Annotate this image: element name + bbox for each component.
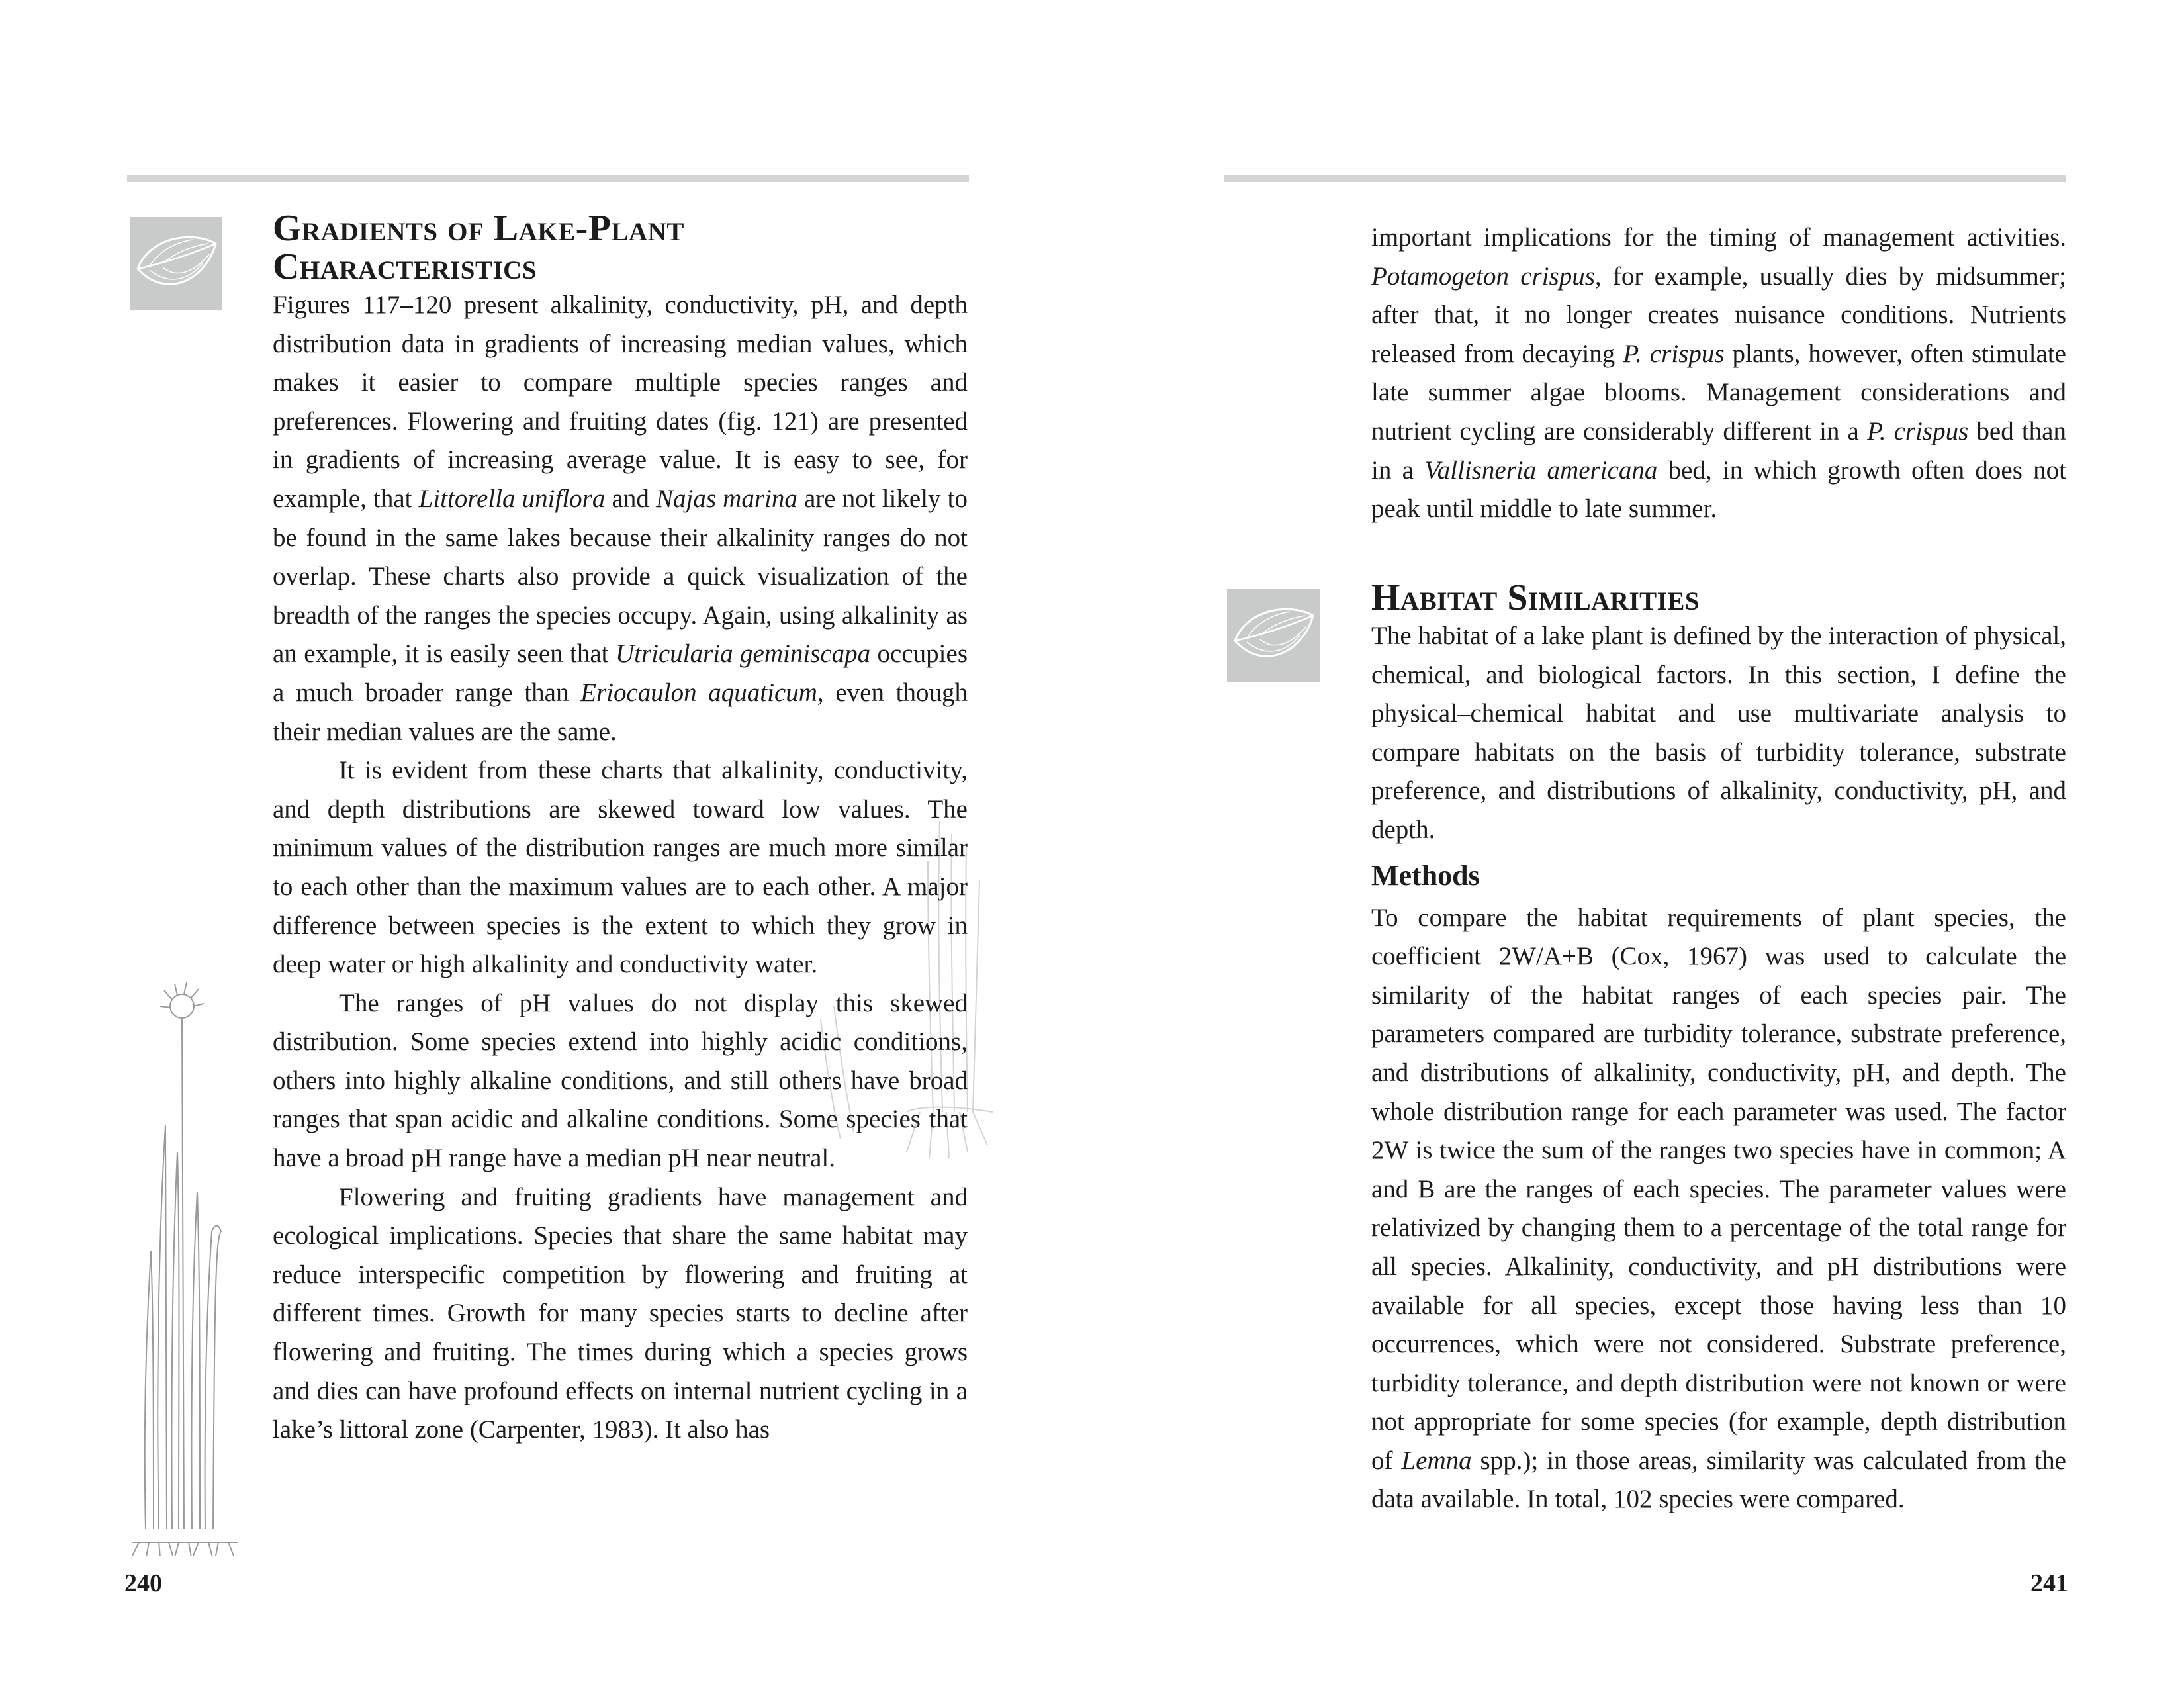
text-run: To compare the habitat requirements of plant species, the coefficient 2W/A+B (Cox, 1967) was used to calculate the similarity of the habitat ranges of each species pair. The parameters compared are turbidity tolerance, substrate preference, and distributions of alkalinity, conductivity, pH, and depth. The whole distribution range for each parameter was used. The factor 2W is twice the sum of the ranges two species have in common; A and B are the ranges of each species. The parameter values were relativized by changing them to a percentage of the total range for all species. Alkalinity, conductivity, and pH distributions were available for all species, except those having less than 10 occurrences, which were not considered. Substrate preference, turbidity tolerance, and depth distribution were not known or were not appropriate for some species (for example, depth distribution of [1371,903,2066,1475]
leaf-icon [130,217,222,310]
top-rule [127,175,969,182]
text-run: plants, however, often stimulate late summer algae blooms. Management considerations and nutrient cycling are considerably different in a [1371,339,2066,445]
leaf-icon [1227,589,1320,682]
species-name: Najas marina [655,484,797,513]
page-number: 241 [2030,1570,2068,1597]
text-run: bed, in which growth often does not peak until middle to late summer. [1371,455,2066,524]
paragraph: The ranges of pH values do not display this skewed distribution. Some species extend into highly acidic conditions, others into highly alkaline conditions, and still others have broad ranges that span acidic and alkaline conditions. Some species that have a broad pH range have a median pH near neutral. [273,988,968,1173]
text-run: and [605,484,656,513]
section-heading: Habitat Similarities [1371,577,1700,618]
right-text-column [1371,579,2066,1519]
text-run: spp.); in those areas, similarity was calculated from the data available. In total, 102 species were compared. [1371,1446,2066,1514]
species-name: P. crispus [1866,416,1969,445]
heading-line-1: Gradients of Lake-Plant [273,208,684,249]
left-text-column [273,209,968,1450]
paragraph [273,286,968,751]
continued-text [1371,218,2066,529]
subheading: Methods [1371,859,1480,892]
paragraph: The habitat of a lake plant is defined by the interaction of physical, chemical, and biological factors. In this section, I define the physical–chemical habitat and use multivariate analysis to compare habitats on the basis of turbidity tolerance, substrate preference, and distributions of alkalinity, conductivity, pH, and depth. [1371,622,2066,844]
species-name: P. crispus [1623,339,1725,368]
top-rule [1224,175,2066,182]
species-name: Littorella uniflora [418,484,606,513]
species-name: Eriocaulon aquaticum, [580,678,824,707]
heading-line-2: Characteristics [273,246,537,287]
text-run: even though their median values are the same. [273,678,968,746]
section-heading [273,209,968,286]
text-run: occupies a much broader range than [273,639,968,707]
plant-illustration [119,960,251,1556]
species-name: Potamogeton crispus, [1371,261,1602,291]
text-run: Figures 117–120 present alkalinity, conductivity, pH, and depth distribution data in gradients of increasing median values, which makes it easier to compare multiple species ranges and preferences. Flowering and fruiting dates (fig. 121) are presented in gradients of increasing average value. It is easy to see, for example, that [273,291,968,513]
page-number: 240 [124,1570,162,1597]
right-page [1092,0,2184,1688]
paragraph: It is evident from these charts that alkalinity, conductivity, and depth distributions are skewed toward low values. The minimum values of the distribution ranges are much more similar to each other than the maximum values are to each other. A major difference between species is the extent to which they grow in deep water or high alkalinity and conductivity water. [273,756,968,979]
species-name: Lemna [1401,1446,1472,1475]
species-name: Vallisneria americana [1424,455,1658,485]
text-run: important implications for the timing of management activities. [1371,223,2066,252]
paragraph [1371,899,2066,1520]
paragraph [1371,218,2066,529]
paragraph: Flowering and fruiting gradients have management and ecological implications. Species that share the same habitat may reduce interspecific competition by flowering and fruiting at different times. Growth for many species starts to decline after flowering and fruiting. The times during which a species grows and dies can have profound effects on internal nutrient cycling in a lake’s littoral zone (Carpenter, 1983). It also has [273,1182,968,1444]
species-name: Utricularia geminiscapa [615,639,871,669]
text-run: are not likely to be found in the same lakes because their alkalinity ranges do not overlap. These charts also provide a quick visualization of the breadth of the ranges the species occupy. Again, using alkalinity as an example, it is easily seen that [273,484,968,669]
text-run: for example, usually dies by midsummer; after that, it no longer creates nuisance conditions. Nutrients released from decaying [1371,261,2066,368]
text-run: bed than in a [1371,416,2066,485]
